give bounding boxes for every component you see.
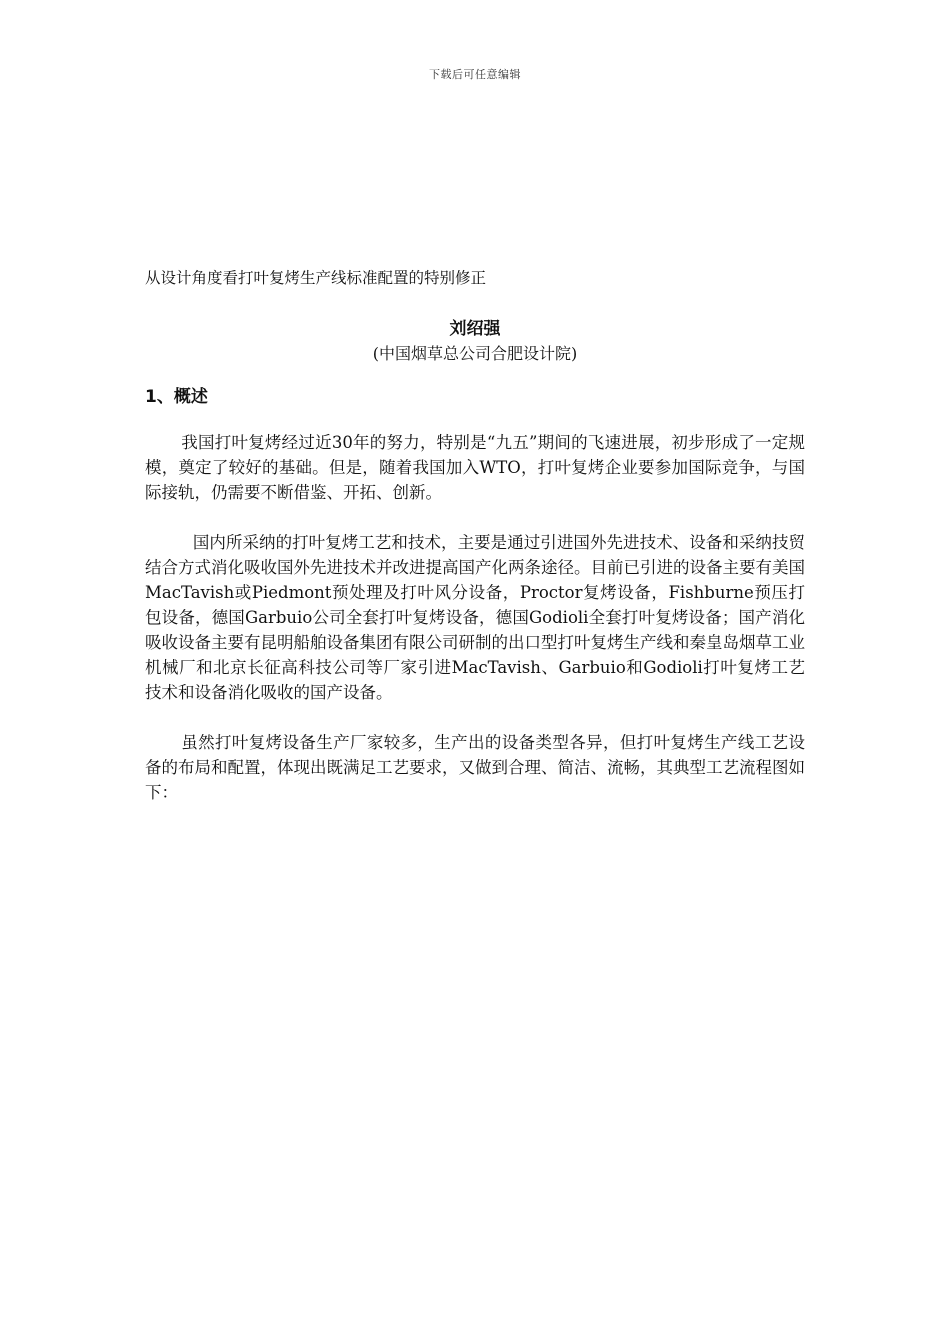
document-title: 从设计角度看打叶复烤生产线标准配置的特别修正: [145, 269, 487, 287]
paragraph-3: 虽然打叶复烤设备生产厂家较多，生产出的设备类型各异，但打叶复烤生产线工艺设备的布局和配置，体现出既满足工艺要求，又做到合理、简洁、流畅，其典型工艺流程图如下：: [145, 733, 805, 802]
paragraph-2: 国内所采纳的打叶复烤工艺和技术，主要是通过引进国外先进技术、设备和采纳技贸结合方式消化吸收国外先进技术并改进提高国产化两条途径。目前已引进的设备主要有美国MacTavish或Piedmont预处理及打叶风分设备，Proctor复烤设备，Fishburne预压打包设备，德国Garbuio公司全套打叶复烤设备，德国Godioli全套打叶复烤设备；国产消化吸收设备主要有昆明船舶设备集团有限公司研制的出口型打叶复烤生产线和秦皇岛烟草工业机械厂和北京长征高科技公司等厂家引进MacTavish、Garbuio和Godioli打叶复烤工艺技术和设备消化吸收的国产设备。: [145, 533, 805, 702]
header-note: 下载后可任意编辑: [429, 68, 521, 81]
document-body: [145, 266, 805, 830]
paragraph-1: 我国打叶复烤经过近30年的努力，特别是“九五”期间的飞速进展，初步形成了一定规模，奠定了较好的基础。但是，随着我国加入WTO，打叶复烤企业要参加国际竞争，与国际接轨，仍需要不断借鉴、开拓、创新。: [145, 433, 805, 502]
author-name: 刘绍强: [449, 319, 501, 339]
author-affiliation: (中国烟草总公司合肥设计院): [372, 344, 578, 363]
section-heading-overview: 1、概述: [145, 387, 208, 407]
